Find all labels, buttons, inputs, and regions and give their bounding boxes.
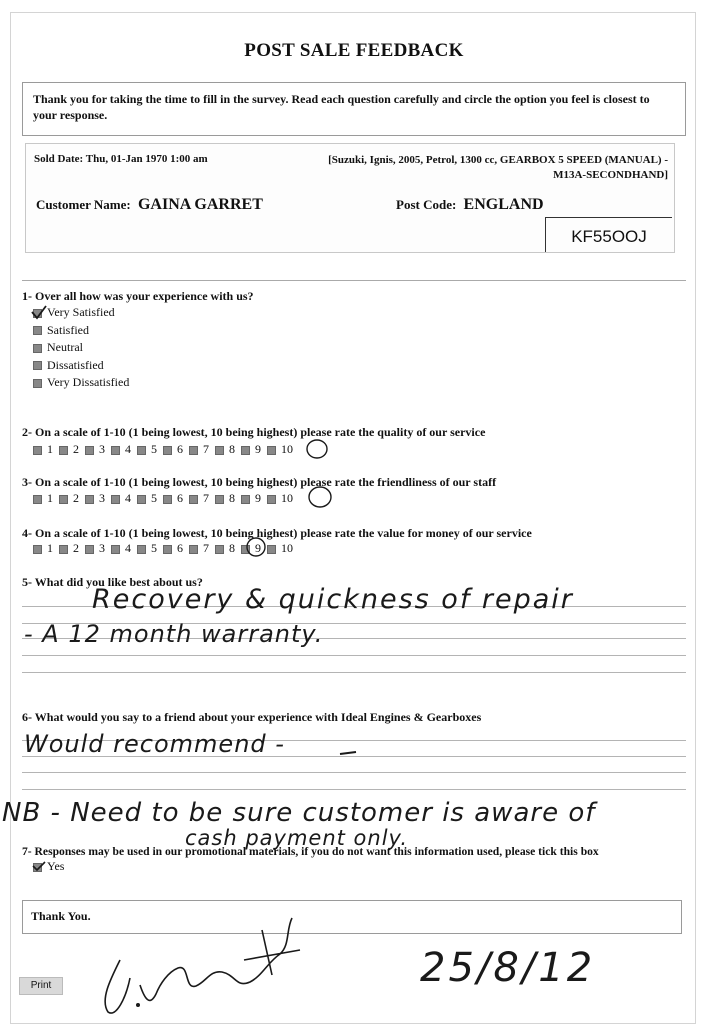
form-title: POST SALE FEEDBACK bbox=[244, 40, 464, 61]
customer-name-label: Customer Name: bbox=[36, 197, 131, 212]
q5-answer-line-1: Recovery & quickness of repair bbox=[92, 584, 574, 615]
registration-plate: KF55OOJ bbox=[545, 217, 672, 252]
handwritten-note-line-2: cash payment only. bbox=[185, 826, 409, 850]
scale-option[interactable]: 1 bbox=[33, 442, 53, 457]
scale-option[interactable]: 7 bbox=[189, 491, 209, 506]
scale-option[interactable]: 8 bbox=[215, 442, 235, 457]
scale-option[interactable]: 6 bbox=[163, 541, 183, 556]
scale-option[interactable]: 7 bbox=[189, 541, 209, 556]
q5-answer-line-2: - A 12 month warranty. bbox=[24, 620, 324, 648]
scale-option[interactable]: 1 bbox=[33, 491, 53, 506]
answer-circle-icon bbox=[307, 440, 327, 458]
vehicle-line-2: M13A-SECONDHAND] bbox=[553, 169, 668, 181]
scale-option[interactable]: 5 bbox=[137, 442, 157, 457]
post-code-value: ENGLAND bbox=[463, 196, 544, 213]
scale-option[interactable]: 8 bbox=[215, 541, 235, 556]
scale-option[interactable]: 2 bbox=[59, 491, 79, 506]
customer-name-value: GAINA GARRET bbox=[137, 196, 263, 213]
q1-option[interactable]: Very Satisfied bbox=[33, 304, 129, 322]
question-1: 1- Over all how was your experience with us? bbox=[22, 289, 254, 303]
scale-option[interactable]: 2 bbox=[59, 442, 79, 457]
question-2: 2- On a scale of 1-10 (1 being lowest, 10 being highest) please rate the quality of our service bbox=[22, 425, 486, 439]
question-4: 4- On a scale of 1-10 (1 being lowest, 10 being highest) please rate the value for money of our service bbox=[22, 526, 532, 540]
q6-answer: Would recommend - bbox=[24, 730, 285, 758]
print-button[interactable]: Print bbox=[19, 977, 63, 995]
intro-text: Thank you for taking the time to fill in the survey. Read each question carefully and circle the option you feel is closest to your response. bbox=[22, 82, 686, 136]
scale-option[interactable]: 8 bbox=[215, 491, 235, 506]
thank-you-box: Thank You. bbox=[22, 900, 682, 934]
scale-option[interactable]: 4 bbox=[111, 491, 131, 506]
question-7: 7- Responses may be used in our promotional materials, if you do not want this information used, please tick this box bbox=[22, 845, 599, 858]
scale-option[interactable]: 9 bbox=[241, 491, 261, 506]
tick-mark-icon bbox=[32, 306, 46, 318]
scale-option[interactable]: 4 bbox=[111, 442, 131, 457]
scale-option[interactable]: 10 bbox=[267, 442, 293, 457]
scale-option[interactable]: 9 bbox=[241, 442, 261, 457]
scale-option[interactable]: 2 bbox=[59, 541, 79, 556]
scale-option[interactable]: 1 bbox=[33, 541, 53, 556]
answer-circle-icon bbox=[247, 538, 265, 556]
sold-date-label: Sold Date: bbox=[34, 153, 84, 165]
scale-option[interactable]: 6 bbox=[163, 491, 183, 506]
q7-option-yes[interactable]: Yes bbox=[33, 858, 64, 876]
scale-option[interactable]: 10 bbox=[267, 491, 293, 506]
vehicle-line-1: [Suzuki, Ignis, 2005, Petrol, 1300 cc, GEARBOX 5 SPEED (MANUAL) - bbox=[328, 154, 668, 166]
scale-option[interactable]: 3 bbox=[85, 442, 105, 457]
q1-option[interactable]: Dissatisfied bbox=[33, 357, 129, 375]
tick-mark-icon bbox=[33, 862, 45, 870]
q1-option[interactable]: Neutral bbox=[33, 339, 129, 357]
scale-option[interactable]: 5 bbox=[137, 491, 157, 506]
q1-option[interactable]: Satisfied bbox=[33, 322, 129, 340]
question-3: 3- On a scale of 1-10 (1 being lowest, 10 being highest) please rate the friendliness of our staff bbox=[22, 475, 497, 489]
signature-icon bbox=[105, 918, 300, 1013]
scale-option[interactable]: 10 bbox=[267, 541, 293, 556]
scale-option[interactable]: 6 bbox=[163, 442, 183, 457]
question-6: 6- What would you say to a friend about your experience with Ideal Engines & Gearboxes bbox=[22, 710, 482, 724]
q1-option[interactable]: Very Dissatisfied bbox=[33, 374, 129, 392]
answer-circle-icon bbox=[309, 487, 331, 507]
scale-option[interactable]: 9 bbox=[241, 541, 261, 556]
question-5: 5- What did you like best about us? bbox=[22, 575, 203, 589]
post-code-label: Post Code: bbox=[396, 197, 457, 212]
scale-option[interactable]: 4 bbox=[111, 541, 131, 556]
signature-dot-icon bbox=[136, 1003, 140, 1007]
scale-option[interactable]: 3 bbox=[85, 491, 105, 506]
scribble-icon bbox=[340, 752, 356, 754]
handwritten-note-line-1: NB - Need to be sure customer is aware of bbox=[2, 798, 596, 828]
scale-option[interactable]: 5 bbox=[137, 541, 157, 556]
scale-option[interactable]: 3 bbox=[85, 541, 105, 556]
sold-date-value: Thu, 01-Jan 1970 1:00 am bbox=[85, 153, 208, 165]
signed-date: 25/8/12 bbox=[420, 945, 596, 991]
scale-option[interactable]: 7 bbox=[189, 442, 209, 457]
